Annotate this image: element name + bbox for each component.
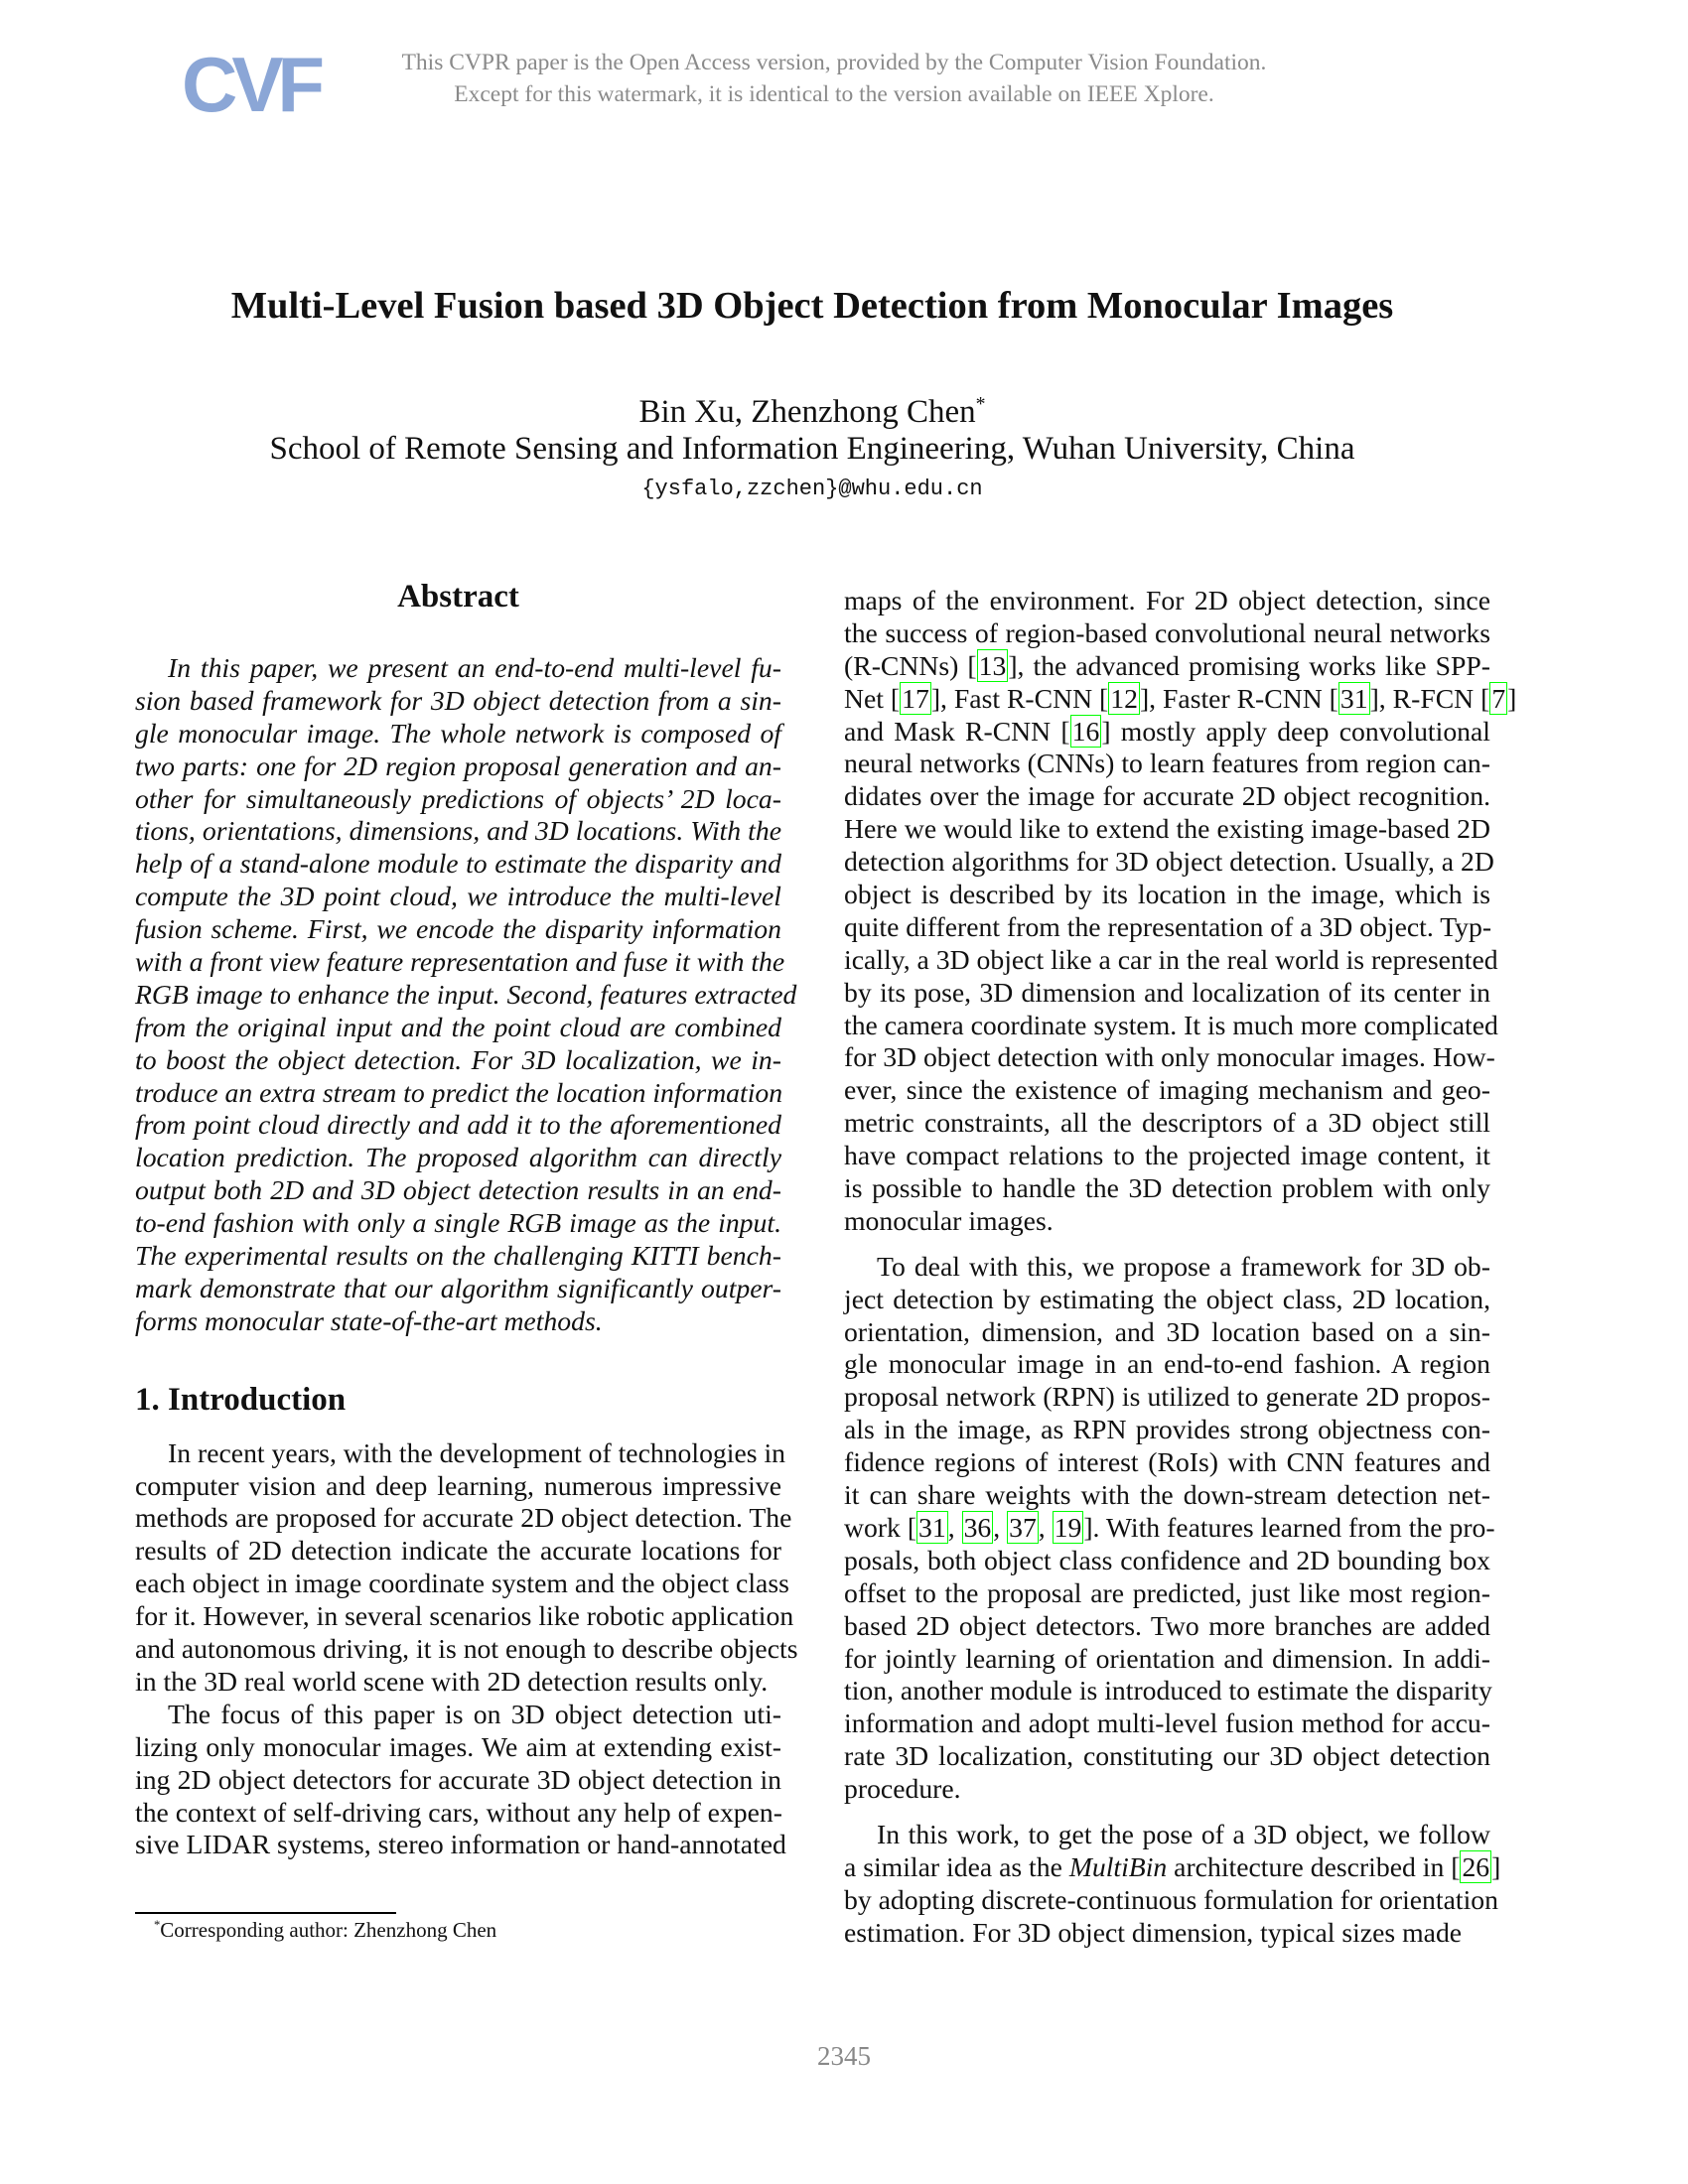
text-line: for jointly learning of orientation and dimension. In addi- — [844, 1642, 1490, 1674]
text-line: tions, orientations, dimensions, and 3D locations. With the — [135, 815, 781, 847]
text-line: and Mask R-CNN [16] mostly apply deep convolutional — [844, 715, 1490, 747]
text-line: work [31, 36, 37, 19]. With features learned from the pro- — [844, 1511, 1495, 1543]
citation-link[interactable]: 36 — [963, 1511, 992, 1543]
text-line: ically, a 3D object like a car in the real world is represented — [844, 943, 1498, 975]
text-line: from point cloud directly and add it to the aforementioned — [135, 1109, 781, 1141]
text-line: ever, since the existence of imaging mechanism and geo- — [844, 1074, 1490, 1106]
affiliation: School of Remote Sensing and Information Engineering, Wuhan University, China — [269, 431, 1355, 467]
right-column — [844, 585, 1517, 1950]
text-line: help of a stand-alone module to estimate the disparity and — [135, 848, 781, 880]
watermark-line-1: This CVPR paper is the Open Access version, provided by the Computer Vision Foundation. — [401, 50, 1267, 75]
text-line: sion based framework for 3D object detection from a sin- — [135, 684, 781, 716]
citation-link[interactable]: 31 — [918, 1511, 946, 1543]
text-line: for it. However, in several scenarios like robotic application — [135, 1600, 794, 1632]
text-line: computer vision and deep learning, numerous impressive — [135, 1469, 781, 1501]
text-line: compute the 3D point cloud, we introduce the multi-level — [135, 881, 781, 912]
text-line: a similar idea as the MultiBin architecture described in [26] — [844, 1850, 1501, 1882]
text-line: each object in image coordinate system and the object class — [135, 1568, 789, 1599]
text-line: didates over the image for accurate 2D object recognition. — [844, 780, 1490, 812]
text-line: have compact relations to the projected image content, it — [844, 1140, 1490, 1171]
text-line: RGB image to enhance the input. Second, features extracted — [135, 978, 797, 1010]
page-number: 2345 — [817, 2041, 871, 2071]
text-line: estimation. For 3D object dimension, typical sizes made — [844, 1916, 1463, 1948]
text-line: object is described by its location in the image, which is — [844, 879, 1490, 910]
intro-paragraph-1 — [135, 1436, 798, 1699]
text-line: orientation, dimension, and 3D location based on a sin- — [844, 1315, 1490, 1347]
text-line: The experimental results on the challenging KITTI bench- — [135, 1240, 781, 1272]
text-line: To deal with this, we propose a framework for 3D ob- — [877, 1250, 1490, 1282]
intro-paragraph-3 — [844, 585, 1517, 1238]
email: {ysfalo,zzchen}@whu.edu.cn — [641, 477, 983, 501]
text-line: to-end fashion with only a single RGB image as the input. — [135, 1207, 781, 1239]
text-line: results of 2D detection indicate the accurate locations for — [135, 1535, 781, 1567]
text-line: information and adopt multi-level fusion method for accu- — [844, 1707, 1490, 1739]
text-line: The focus of this paper is on 3D object detection uti- — [168, 1698, 781, 1729]
citation-link[interactable]: 7 — [1491, 682, 1506, 714]
text-line: other for simultaneously predictions of objects’ 2D loca- — [135, 782, 781, 814]
footnote-rule — [135, 1912, 396, 1914]
text-line: metric constraints, all the descriptors of a 3D object still — [844, 1107, 1490, 1139]
intro-paragraph-5 — [844, 1818, 1501, 1950]
footnote: *Corresponding author: Zhenzhong Chen — [154, 1918, 497, 1942]
citation-link[interactable]: 31 — [1339, 682, 1368, 714]
text-line: In this paper, we present an end-to-end multi-level fu- — [168, 652, 781, 683]
text-line: rate 3D localization, constituting our 3D object detection — [844, 1740, 1490, 1772]
text-line: from the original input and the point cloud are combined — [135, 1011, 781, 1042]
text-line: als in the image, as RPN provides strong objectness con- — [844, 1414, 1490, 1445]
text-line: detection algorithms for 3D object detection. Usually, a 2D — [844, 846, 1494, 878]
text-line: output both 2D and 3D object detection results in an end- — [135, 1174, 781, 1206]
text-line: posals, both object class confidence and 2D bounding box — [844, 1544, 1490, 1575]
introduction-heading: 1. Introduction — [135, 1381, 347, 1418]
intro-paragraph-4 — [844, 1250, 1495, 1806]
text-line: troduce an extra stream to predict the location information — [135, 1076, 783, 1108]
text-line: the camera coordinate system. It is much more complicated — [844, 1009, 1498, 1040]
text-line: quite different from the representation of a 3D object. Typ- — [844, 910, 1492, 942]
text-line: gle monocular image. The whole network is composed of — [135, 717, 781, 749]
authors: Bin Xu, Zhenzhong Chen* — [638, 393, 986, 430]
text-line: based 2D object detectors. Two more branches are added — [844, 1609, 1490, 1641]
abstract-heading: Abstract — [397, 579, 519, 614]
text-line: location prediction. The proposed algorithm can directly — [135, 1142, 781, 1173]
text-line: with a front view feature representation and fuse it with the — [135, 946, 785, 978]
text-line: monocular images. — [844, 1204, 1054, 1236]
text-line: mark demonstrate that our algorithm significantly outper- — [135, 1272, 781, 1303]
text-line: Here we would like to extend the existing image-based 2D — [844, 813, 1490, 845]
text-line: fusion scheme. First, we encode the disparity information — [135, 913, 781, 945]
text-line: and autonomous driving, it is not enough to describe objects — [135, 1633, 798, 1665]
text-line: for 3D object detection with only monocular images. How- — [844, 1041, 1495, 1073]
text-line: offset to the proposal are predicted, just like most region- — [844, 1576, 1490, 1608]
text-line: is possible to handle the 3D detection problem with only — [844, 1172, 1490, 1204]
text-line: maps of the environment. For 2D object detection, since — [844, 585, 1490, 615]
text-line: the context of self-driving cars, without any help of expen- — [135, 1796, 782, 1828]
text-line: two parts: one for 2D region proposal generation and an- — [135, 750, 781, 781]
abstract-body — [135, 652, 797, 1338]
cvf-logo: CVF — [182, 41, 319, 128]
citation-link[interactable]: 19 — [1054, 1511, 1082, 1543]
text-line: the success of region-based convolutional neural networks — [844, 616, 1490, 648]
citation-link[interactable]: 17 — [902, 682, 929, 714]
citation-link[interactable]: 26 — [1462, 1850, 1490, 1882]
text-line: ject detection by estimating the object class, 2D location, — [844, 1283, 1490, 1314]
text-line: In recent years, with the development of technologies in — [168, 1436, 785, 1468]
text-line: by its pose, 3D dimension and localization of its center in — [844, 976, 1490, 1008]
text-line: In this work, to get the pose of a 3D object, we follow — [877, 1818, 1490, 1849]
text-line: lizing only monocular images. We aim at extending exist- — [135, 1730, 781, 1762]
text-line: proposal network (RPN) is utilized to generate 2D propos- — [844, 1381, 1490, 1413]
citation-link[interactable]: 37 — [1009, 1511, 1037, 1543]
intro-paragraph-2 — [135, 1698, 786, 1861]
text-line: ing 2D object detectors for accurate 3D object detection in — [135, 1763, 781, 1795]
text-line: fidence regions of interest (RoIs) with CNN features and — [844, 1446, 1490, 1478]
text-line: (R-CNNs) [13], the advanced promising works like SPP- — [844, 649, 1490, 681]
citation-link[interactable]: 12 — [1110, 682, 1138, 714]
watermark-line-2: Except for this watermark, it is identical to the version available on IEEE Xplore. — [454, 81, 1214, 107]
text-line: procedure. — [844, 1773, 961, 1805]
citation-link[interactable]: 16 — [1071, 715, 1100, 747]
text-line: by adopting discrete-continuous formulation for orientation — [844, 1883, 1498, 1915]
text-line: to boost the object detection. For 3D localization, we in- — [135, 1043, 781, 1075]
text-line: neural networks (CNNs) to learn features from region can- — [844, 748, 1490, 779]
left-column — [135, 579, 798, 1861]
text-line: tion, another module is introduced to estimate the disparity — [844, 1675, 1492, 1706]
text-line: forms monocular state-of-the-art methods. — [135, 1304, 603, 1336]
text-line: gle monocular image in an end-to-end fashion. A region — [844, 1348, 1490, 1380]
text-line: Net [17], Fast R-CNN [12], Faster R-CNN [31], R-FCN [7] — [844, 682, 1517, 714]
text-line: it can share weights with the down-stream detection net- — [844, 1479, 1490, 1511]
paper-title: Multi-Level Fusion based 3D Object Detection from Monocular Images — [230, 285, 1394, 327]
citation-link[interactable]: 13 — [978, 649, 1007, 681]
text-line: in the 3D real world scene with 2D detection results only. — [135, 1665, 769, 1697]
text-line: sive LIDAR systems, stereo information or hand-annotated — [135, 1829, 786, 1860]
text-line: methods are proposed for accurate 2D object detection. The — [135, 1502, 792, 1534]
